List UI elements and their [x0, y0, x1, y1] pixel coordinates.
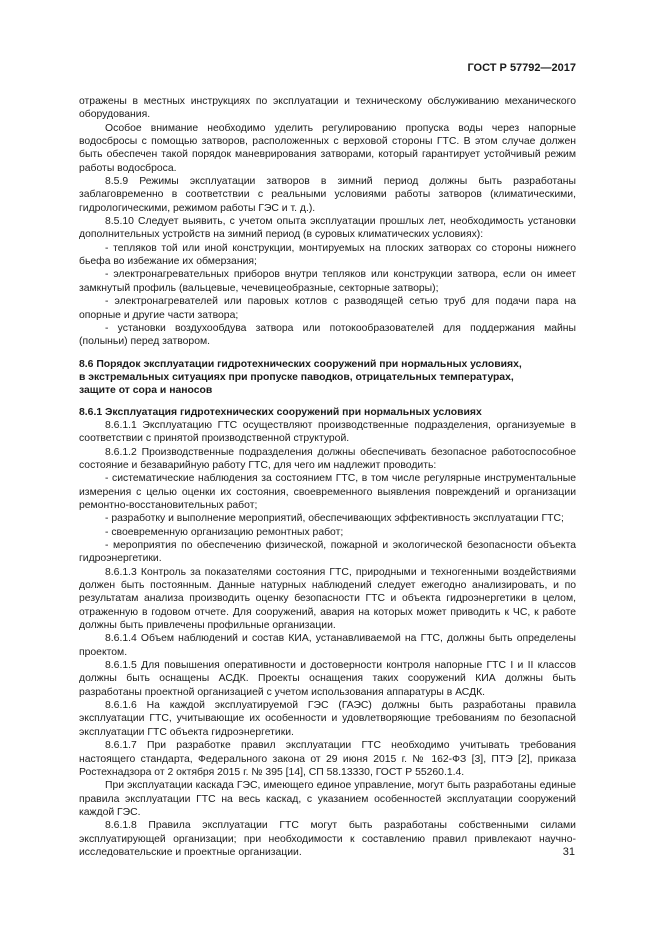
section-heading-line: в экстремальных ситуациях при пропуске паводков, отрицательных температурах,	[79, 371, 514, 383]
paragraph: 8.6.1.5 Для повышения оперативности и достоверности контроля напорные ГТС I и II классов должны быть оснащены АСДК. Проекты оснащения таких сооружений КИА должны быть разработаны проектной организацией с учетом использования аппаратуры в АСДК.	[79, 660, 576, 698]
paragraph: 8.6.1.3 Контроль за показателями состояния ГТС, природными и техногенными воздействиями должен быть постоянным. Данные натурных наблюдений следует ежегодно анализировать, и по результатам анализа производить оценку безопасности ГТС и объекта гидроэнергетики в целом, отраженную в годовом отчете. Для сооружений, авария на которых может приводить к ЧС, к работе должны быть привлечены профильные организации.	[79, 566, 576, 632]
section-heading-line: защите от сора и наносов	[79, 385, 213, 397]
list-item: - установки воздухообдува затвора или потокообразователей для поддержания майны (полыньи) перед затвором.	[79, 322, 576, 348]
list-item: - электронагревателей или паровых котлов с разводящей сетью труб для подачи пара на опорные и другие части затвора;	[79, 296, 576, 321]
list-item: - мероприятия по обеспечению физической, пожарной и экологической безопасности объекта гидроэнергетики.	[79, 540, 576, 565]
list-item: - систематические наблюдения за состоянием ГТС, в том числе регулярные инструментальные измерения с целью оценки их состояния, своевременного выявления повреждений и организации ремонтно-восстановительных работ;	[79, 473, 576, 511]
section-heading-line: 8.6 Порядок эксплуатации гидротехнических сооружений при нормальных условиях,	[79, 358, 522, 370]
paragraph: 8.6.1.8 Правила эксплуатации ГТС могут быть разработаны собственными силами эксплуатирующей организации; при необходимости к составлению правил привлекают научно-исследовательские и проектные организации.	[79, 820, 576, 858]
document-body	[79, 95, 576, 859]
paragraph: отражены в местных инструкциях по эксплуатации и техническому обслуживанию механического оборудования.	[79, 96, 576, 121]
paragraph: 8.6.1.4 Объем наблюдений и состав КИА, устанавливаемой на ГТС, должны быть определены проектом.	[79, 633, 576, 658]
paragraph: 8.5.9 Режимы эксплуатации затворов в зимний период должны быть разработаны заблаговременно в соответствии с реальными условиями работы затворов (климатическими, гидрологическими, режимом работы ГЭС и т. д.).	[79, 176, 576, 214]
paragraph: При эксплуатации каскада ГЭС, имеющего единое управление, могут быть разработаны единые правила эксплуатации ГТС на весь каскад, с указанием особенностей эксплуатации сооружений каждой ГЭС.	[79, 780, 576, 818]
subsection-heading: 8.6.1 Эксплуатация гидротехнических сооружений при нормальных условиях	[79, 406, 482, 418]
paragraph: 8.6.1.6 На каждой эксплуатируемой ГЭС (ГАЭС) должны быть разработаны правила эксплуатации ГТС, учитывающие их особенности и удовлетворяющие требованиям по безопасной эксплуатации ГТС объекта гидроэнергетики.	[79, 700, 576, 738]
page-number: 31	[562, 846, 575, 858]
list-item: - электронагревательных приборов внутри тепляков или конструкции затвора, если он имеет замкнутый профиль (вальцевые, чечевицеобразные, секторные затворы);	[79, 269, 576, 294]
list-item: - тепляков той или иной конструкции, монтируемых на плоских затворах со стороны нижнего бьефа во избежание их обмерзания;	[79, 242, 576, 268]
list-item: - разработку и выполнение мероприятий, обеспечивающих эффективность эксплуатации ГТС;	[105, 513, 564, 525]
document-id-header: ГОСТ Р 57792—2017	[467, 62, 576, 74]
paragraph: 8.6.1.1 Эксплуатацию ГТС осуществляют производственные подразделения, организуемые в соответствии с принятой производственной структурой.	[79, 419, 576, 445]
section-heading	[79, 358, 576, 398]
list-item: - своевременную организацию ремонтных работ;	[105, 526, 344, 538]
paragraph: 8.6.1.2 Производственные подразделения должны обеспечивать безопасное работоспособное состояние и безаварийную работу ГТС, для чего им надлежит проводить:	[79, 446, 576, 471]
paragraph: 8.5.10 Следует выявить, с учетом опыта эксплуатации прошлых лет, необходимость установки дополнительных устройств на зимний период (в суровых климатических условиях):	[79, 216, 576, 241]
paragraph: Особое внимание необходимо уделить регулированию пропуска воды через напорные водосбросы с помощью затворов, расположенных с верховой стороны ГТС. В этом случае должен быть обеспечен такой порядок маневрирования затворами, который гарантирует устойчивый режим работы водосброса.	[79, 122, 576, 174]
paragraph: 8.6.1.7 При разработке правил эксплуатации ГТС необходимо учитывать требования настоящего стандарта, Федерального закона от 29 июня 2015 г. № 162-ФЗ [3], ПТЭ [2], приказа Ростехнадзора от 2 октября 2015 г. № 395 [14], СП 58.13330, ГОСТ Р 55260.1.4.	[79, 740, 576, 778]
